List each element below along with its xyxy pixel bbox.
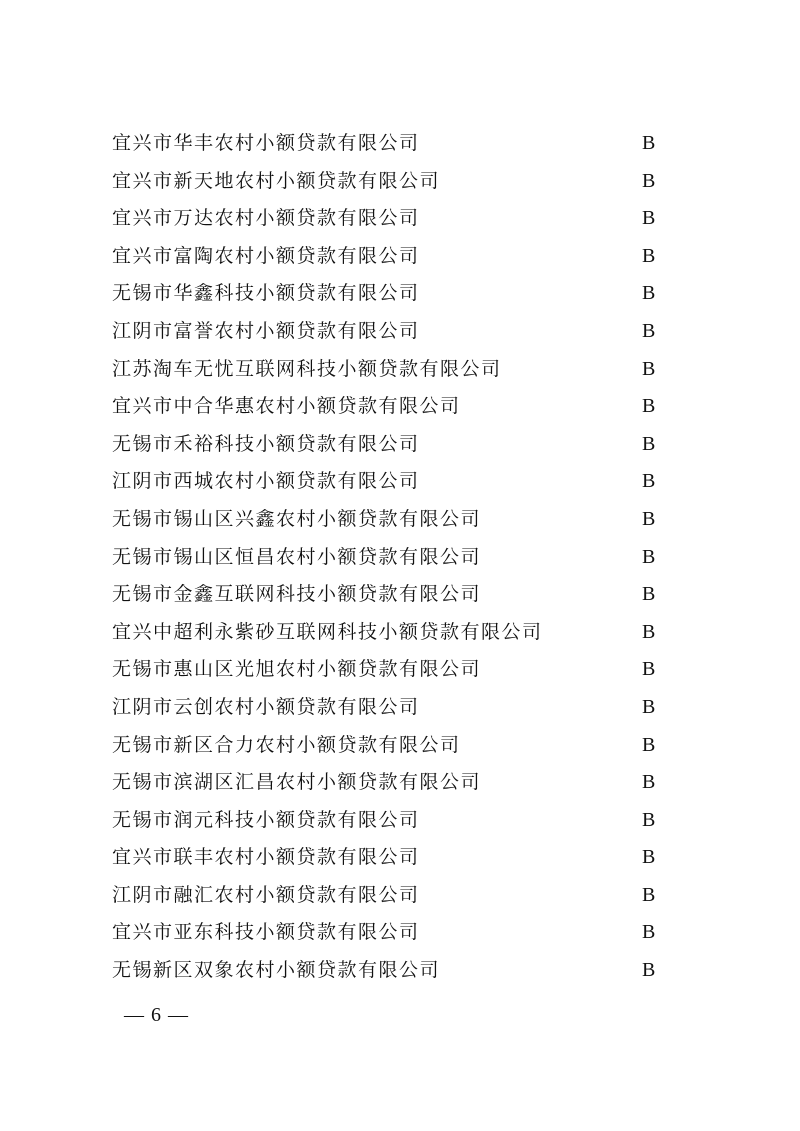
rating-grade: B xyxy=(642,545,656,568)
company-name: 无锡市禾裕科技小额贷款有限公司 xyxy=(112,432,420,455)
company-name: 宜兴中超利永紫砂互联网科技小额贷款有限公司 xyxy=(112,620,543,643)
list-item xyxy=(112,539,672,577)
company-name: 无锡市润元科技小额贷款有限公司 xyxy=(112,808,420,831)
rating-grade: B xyxy=(642,583,656,606)
list-item xyxy=(112,501,672,539)
list-item xyxy=(112,839,672,877)
company-name: 无锡市锡山区恒昌农村小额贷款有限公司 xyxy=(112,545,482,568)
company-name: 无锡市华鑫科技小额贷款有限公司 xyxy=(112,282,420,305)
rating-grade: B xyxy=(642,808,656,831)
rating-grade: B xyxy=(642,244,656,267)
company-name: 宜兴市联丰农村小额贷款有限公司 xyxy=(112,846,420,869)
company-name: 江苏淘车无忧互联网科技小额贷款有限公司 xyxy=(112,357,502,380)
rating-grade: B xyxy=(642,771,656,794)
rating-grade: B xyxy=(642,319,656,342)
company-name: 江阴市融汇农村小额贷款有限公司 xyxy=(112,883,420,906)
list-item xyxy=(112,426,672,464)
company-name: 江阴市富誉农村小额贷款有限公司 xyxy=(112,319,420,342)
list-item xyxy=(112,351,672,389)
rating-grade: B xyxy=(642,695,656,718)
rating-grade: B xyxy=(642,507,656,530)
list-item xyxy=(112,313,672,351)
rating-grade: B xyxy=(642,169,656,192)
company-rating-list xyxy=(112,125,672,990)
rating-grade: B xyxy=(642,432,656,455)
rating-grade: B xyxy=(642,395,656,418)
company-name: 宜兴市富陶农村小额贷款有限公司 xyxy=(112,244,420,267)
company-name: 无锡市滨湖区汇昌农村小额贷款有限公司 xyxy=(112,771,482,794)
list-item xyxy=(112,651,672,689)
rating-grade: B xyxy=(642,207,656,230)
rating-grade: B xyxy=(642,921,656,944)
company-name: 无锡新区双象农村小额贷款有限公司 xyxy=(112,959,441,982)
company-name: 无锡市新区合力农村小额贷款有限公司 xyxy=(112,733,461,756)
list-item xyxy=(112,238,672,276)
rating-grade: B xyxy=(642,883,656,906)
list-item xyxy=(112,802,672,840)
rating-grade: B xyxy=(642,470,656,493)
list-item xyxy=(112,463,672,501)
company-name: 宜兴市新天地农村小额贷款有限公司 xyxy=(112,169,441,192)
company-name: 宜兴市亚东科技小额贷款有限公司 xyxy=(112,921,420,944)
list-item xyxy=(112,914,672,952)
list-item xyxy=(112,727,672,765)
company-name: 宜兴市万达农村小额贷款有限公司 xyxy=(112,207,420,230)
rating-grade: B xyxy=(642,959,656,982)
list-item xyxy=(112,200,672,238)
company-name: 无锡市锡山区兴鑫农村小额贷款有限公司 xyxy=(112,507,482,530)
page-number: — 6 — xyxy=(124,1004,189,1026)
rating-grade: B xyxy=(642,132,656,154)
list-item xyxy=(112,689,672,727)
list-item xyxy=(112,952,672,990)
company-name: 无锡市金鑫互联网科技小额贷款有限公司 xyxy=(112,583,482,606)
list-item xyxy=(112,764,672,802)
rating-grade: B xyxy=(642,733,656,756)
company-name: 江阴市云创农村小额贷款有限公司 xyxy=(112,695,420,718)
company-name: 宜兴市中合华惠农村小额贷款有限公司 xyxy=(112,395,461,418)
list-item xyxy=(112,877,672,915)
list-item xyxy=(112,576,672,614)
list-item xyxy=(112,275,672,313)
rating-grade: B xyxy=(642,846,656,869)
rating-grade: B xyxy=(642,357,656,380)
list-item xyxy=(112,125,672,163)
rating-grade: B xyxy=(642,282,656,305)
list-item xyxy=(112,614,672,652)
list-item xyxy=(112,163,672,201)
rating-grade: B xyxy=(642,658,656,681)
company-name: 无锡市惠山区光旭农村小额贷款有限公司 xyxy=(112,658,482,681)
rating-grade: B xyxy=(642,620,656,643)
company-name: 宜兴市华丰农村小额贷款有限公司 xyxy=(112,132,420,154)
list-item xyxy=(112,388,672,426)
company-name: 江阴市西城农村小额贷款有限公司 xyxy=(112,470,420,493)
